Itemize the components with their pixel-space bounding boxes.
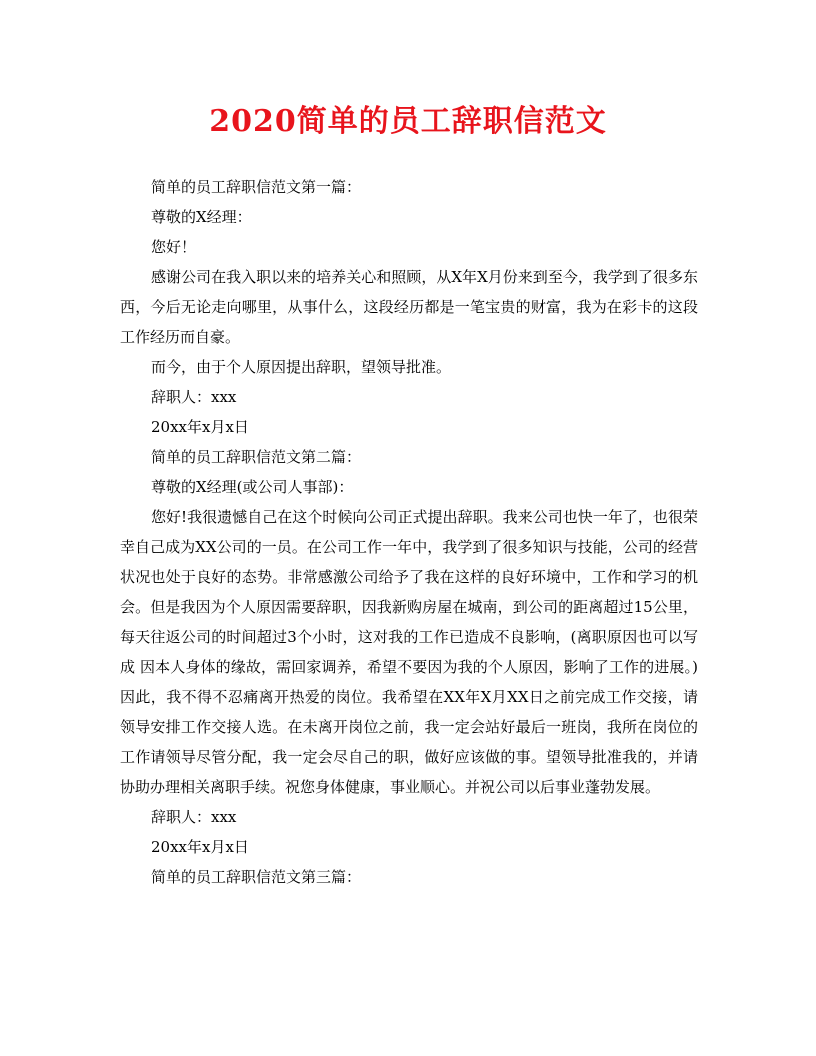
paragraph-letter1-greeting: 您好！ <box>151 238 197 256</box>
paragraph-letter1-salutation: 尊敬的X经理： <box>151 208 252 226</box>
paragraph-letter1-body: 感谢公司在我入职以来的培养关心和照顾，从X年X月份来到至今，我学到了很多东西，今后无论走向哪里，从事什么，这段经历都是一笔宝贵的财富，我为在彩卡的这段工作经历而自豪。 <box>120 268 698 346</box>
paragraph-letter2-signature: 辞职人：xxx <box>151 808 237 826</box>
paragraph-letter2-salutation: 尊敬的X经理(或公司人事部)： <box>151 478 354 496</box>
paragraph-letter2-body: 您好!我很遗憾自己在这个时候向公司正式提出辞职。我来公司也快一年了，也很荣幸自己成为XX公司的一员。在公司工作一年中，我学到了很多知识与技能，公司的经营状况也处于良好的态势。非常感激公司给予了我在这样的良好环境中，工作和学习的机会。但是我因为个人原因需要辞职，因我新购房屋在城南，到公司的距离超过15公里，每天往返公司的时间超过3个小时，这对我的工作已造成不良影响，(离职原因也可以写成 因本人身体的缘故，需回家调养，希望不要因为我的个人原因，影响了工作的进展。)因此，我不得不忍痛离开热爱的岗位。我希望在XX年X月XX日之前完成工作交接，请领导安排工作交接人选。在未离开岗位之前，我一定会站好最后一班岗，我所在岗位的工作请领导尽管分配，我一定会尽自己的职，做好应该做的事。望领导批准我的，并请协助办理相关离职手续。祝您身体健康，事业顺心。并祝公司以后事业蓬勃发展。 <box>120 508 698 796</box>
paragraph-letter2-heading: 简单的员工辞职信范文第二篇： <box>151 448 362 466</box>
paragraph-letter1-signature: 辞职人：xxx <box>151 388 237 406</box>
document-body <box>120 172 698 892</box>
paragraph-letter1-request: 而今，由于个人原因提出辞职，望领导批准。 <box>151 358 452 376</box>
paragraph-letter1-heading: 简单的员工辞职信范文第一篇： <box>151 178 362 196</box>
paragraph-letter1-date: 20xx年x月x日 <box>151 418 249 436</box>
document-title: 2020简单的员工辞职信范文 <box>209 104 607 139</box>
paragraph-letter3-heading: 简单的员工辞职信范文第三篇： <box>151 868 362 886</box>
paragraph-letter2-date: 20xx年x月x日 <box>151 838 249 856</box>
